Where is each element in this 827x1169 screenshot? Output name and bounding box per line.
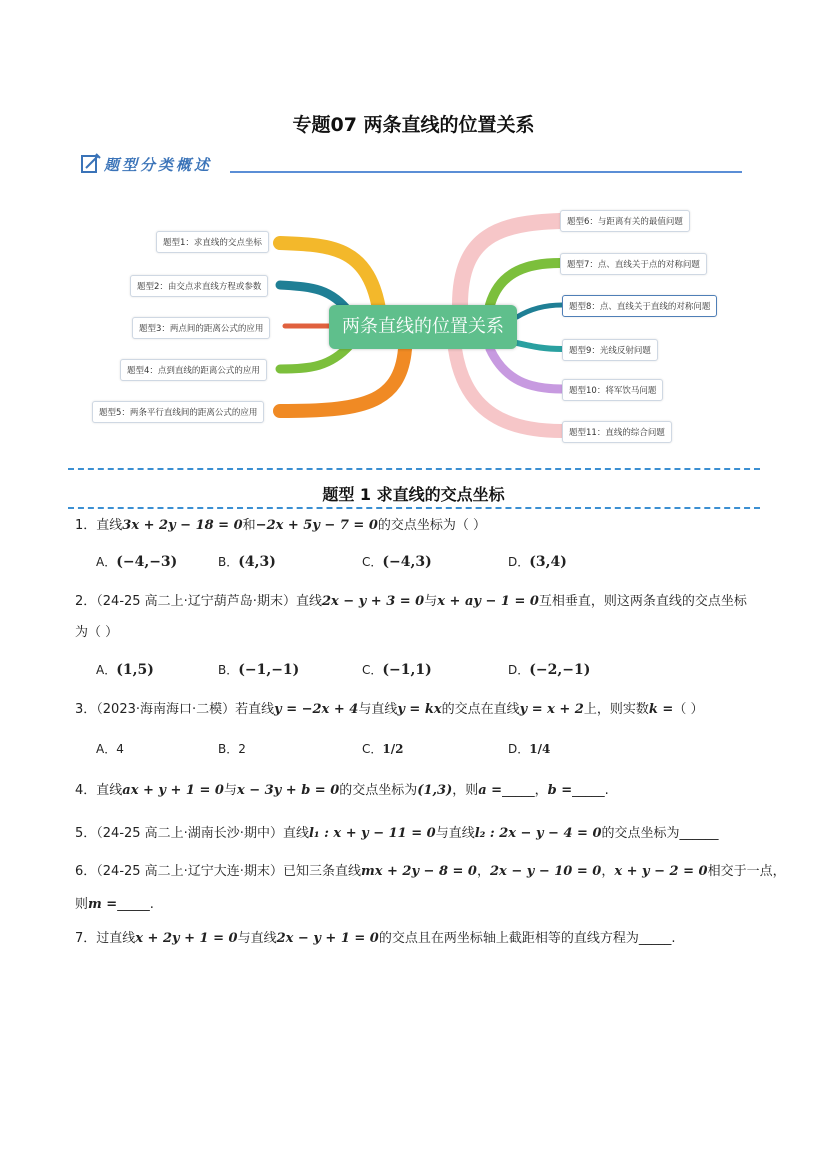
question-2-line2: 为（ ） (75, 625, 119, 640)
mind-map (80, 205, 760, 445)
q2-option-c[interactable]: C．(−1,1) (362, 662, 432, 678)
node-type-7: 题型7：点、直线关于点的对称问题 (560, 253, 707, 275)
question-4: 4．直线ax + y + 1 = 0与x − 3y + b = 0的交点坐标为(1,3)，则a =_____，b =_____. (75, 783, 609, 798)
question-7: 7．过直线x + 2y + 1 = 0与直线2x − y + 1 = 0的交点且在两坐标轴上截距相等的直线方程为_____. (75, 931, 676, 946)
q1-option-d[interactable]: D．(3,4) (508, 554, 567, 570)
q2-option-d[interactable]: D．(−2,−1) (508, 662, 591, 678)
overview-label: 题型分类概述 (104, 156, 213, 174)
node-type-6: 题型6：与距离有关的最值问题 (560, 210, 690, 232)
node-type-5: 题型5：两条平行直线间的距离公式的应用 (92, 401, 264, 423)
section-divider-top (68, 468, 760, 470)
q3-option-d[interactable]: D．1/4 (508, 742, 551, 756)
q3-option-c[interactable]: C．1/2 (362, 742, 404, 756)
question-6-line2: 则m =_____. (75, 897, 154, 912)
node-type-3: 题型3：两点间的距离公式的应用 (132, 317, 270, 339)
branch-7 (490, 263, 560, 305)
page-title: 专题07 两条直线的位置关系 (292, 114, 535, 136)
node-type-8: 题型8：点、直线关于直线的对称问题 (562, 295, 717, 317)
section-1-title: 题型 1 求直线的交点坐标 (322, 485, 505, 504)
q2-option-a[interactable]: A．(1,5) (96, 662, 154, 678)
overview-header (80, 152, 780, 180)
branch-8 (517, 305, 562, 317)
q3-option-a[interactable]: A．4 (96, 742, 124, 756)
node-type-10: 题型10：将军饮马问题 (562, 379, 663, 401)
q3-option-b[interactable]: B．2 (218, 742, 246, 756)
question-2: 2．（24-25 高二上·辽宁葫芦岛·期末）直线2x − y + 3 = 0与x + ay − 1 = 0互相垂直，则这两条直线的交点坐标 (75, 594, 747, 609)
q1-option-a[interactable]: A．(−4,−3) (96, 554, 178, 570)
q2-option-b[interactable]: B．(−1,−1) (218, 662, 300, 678)
mind-map-center: 两条直线的位置关系 (329, 305, 517, 349)
node-type-9: 题型9：光线反射问题 (562, 339, 658, 361)
question-5: 5．（24-25 高二上·湖南长沙·期中）直线l₁ : x + y − 11 = 0与直线l₂ : 2x − y − 4 = 0的交点坐标为______ (75, 826, 719, 841)
branch-9 (517, 343, 562, 349)
question-3: 3．（2023·海南海口·二模）若直线y = −2x + 4与直线y = kx的交点在直线y = x + 2上，则实数k =（ ） (75, 702, 704, 717)
branch-5 (280, 349, 405, 411)
question-6: 6．（24-25 高二上·辽宁大连·期末）已知三条直线mx + 2y − 8 = 0，2x − y − 10 = 0，x + y − 2 = 0相交于一点， (75, 864, 786, 879)
pencil-book-icon (80, 152, 102, 176)
q1-option-b[interactable]: B．(4,3) (218, 554, 276, 570)
node-type-11: 题型11：直线的综合问题 (562, 421, 672, 443)
question-1: 1．直线3x + 2y − 18 = 0和−2x + 5y − 7 = 0的交点坐标为（ ） (75, 518, 487, 533)
node-type-4: 题型4：点到直线的距离公式的应用 (120, 359, 267, 381)
node-type-2: 题型2：由交点求直线方程或参数 (130, 275, 268, 297)
q1-option-c[interactable]: C．(−4,3) (362, 554, 432, 570)
branch-10 (490, 349, 562, 389)
section-divider-bottom (68, 507, 760, 509)
overview-rule (230, 171, 742, 173)
node-type-1: 题型1：求直线的交点坐标 (156, 231, 269, 253)
